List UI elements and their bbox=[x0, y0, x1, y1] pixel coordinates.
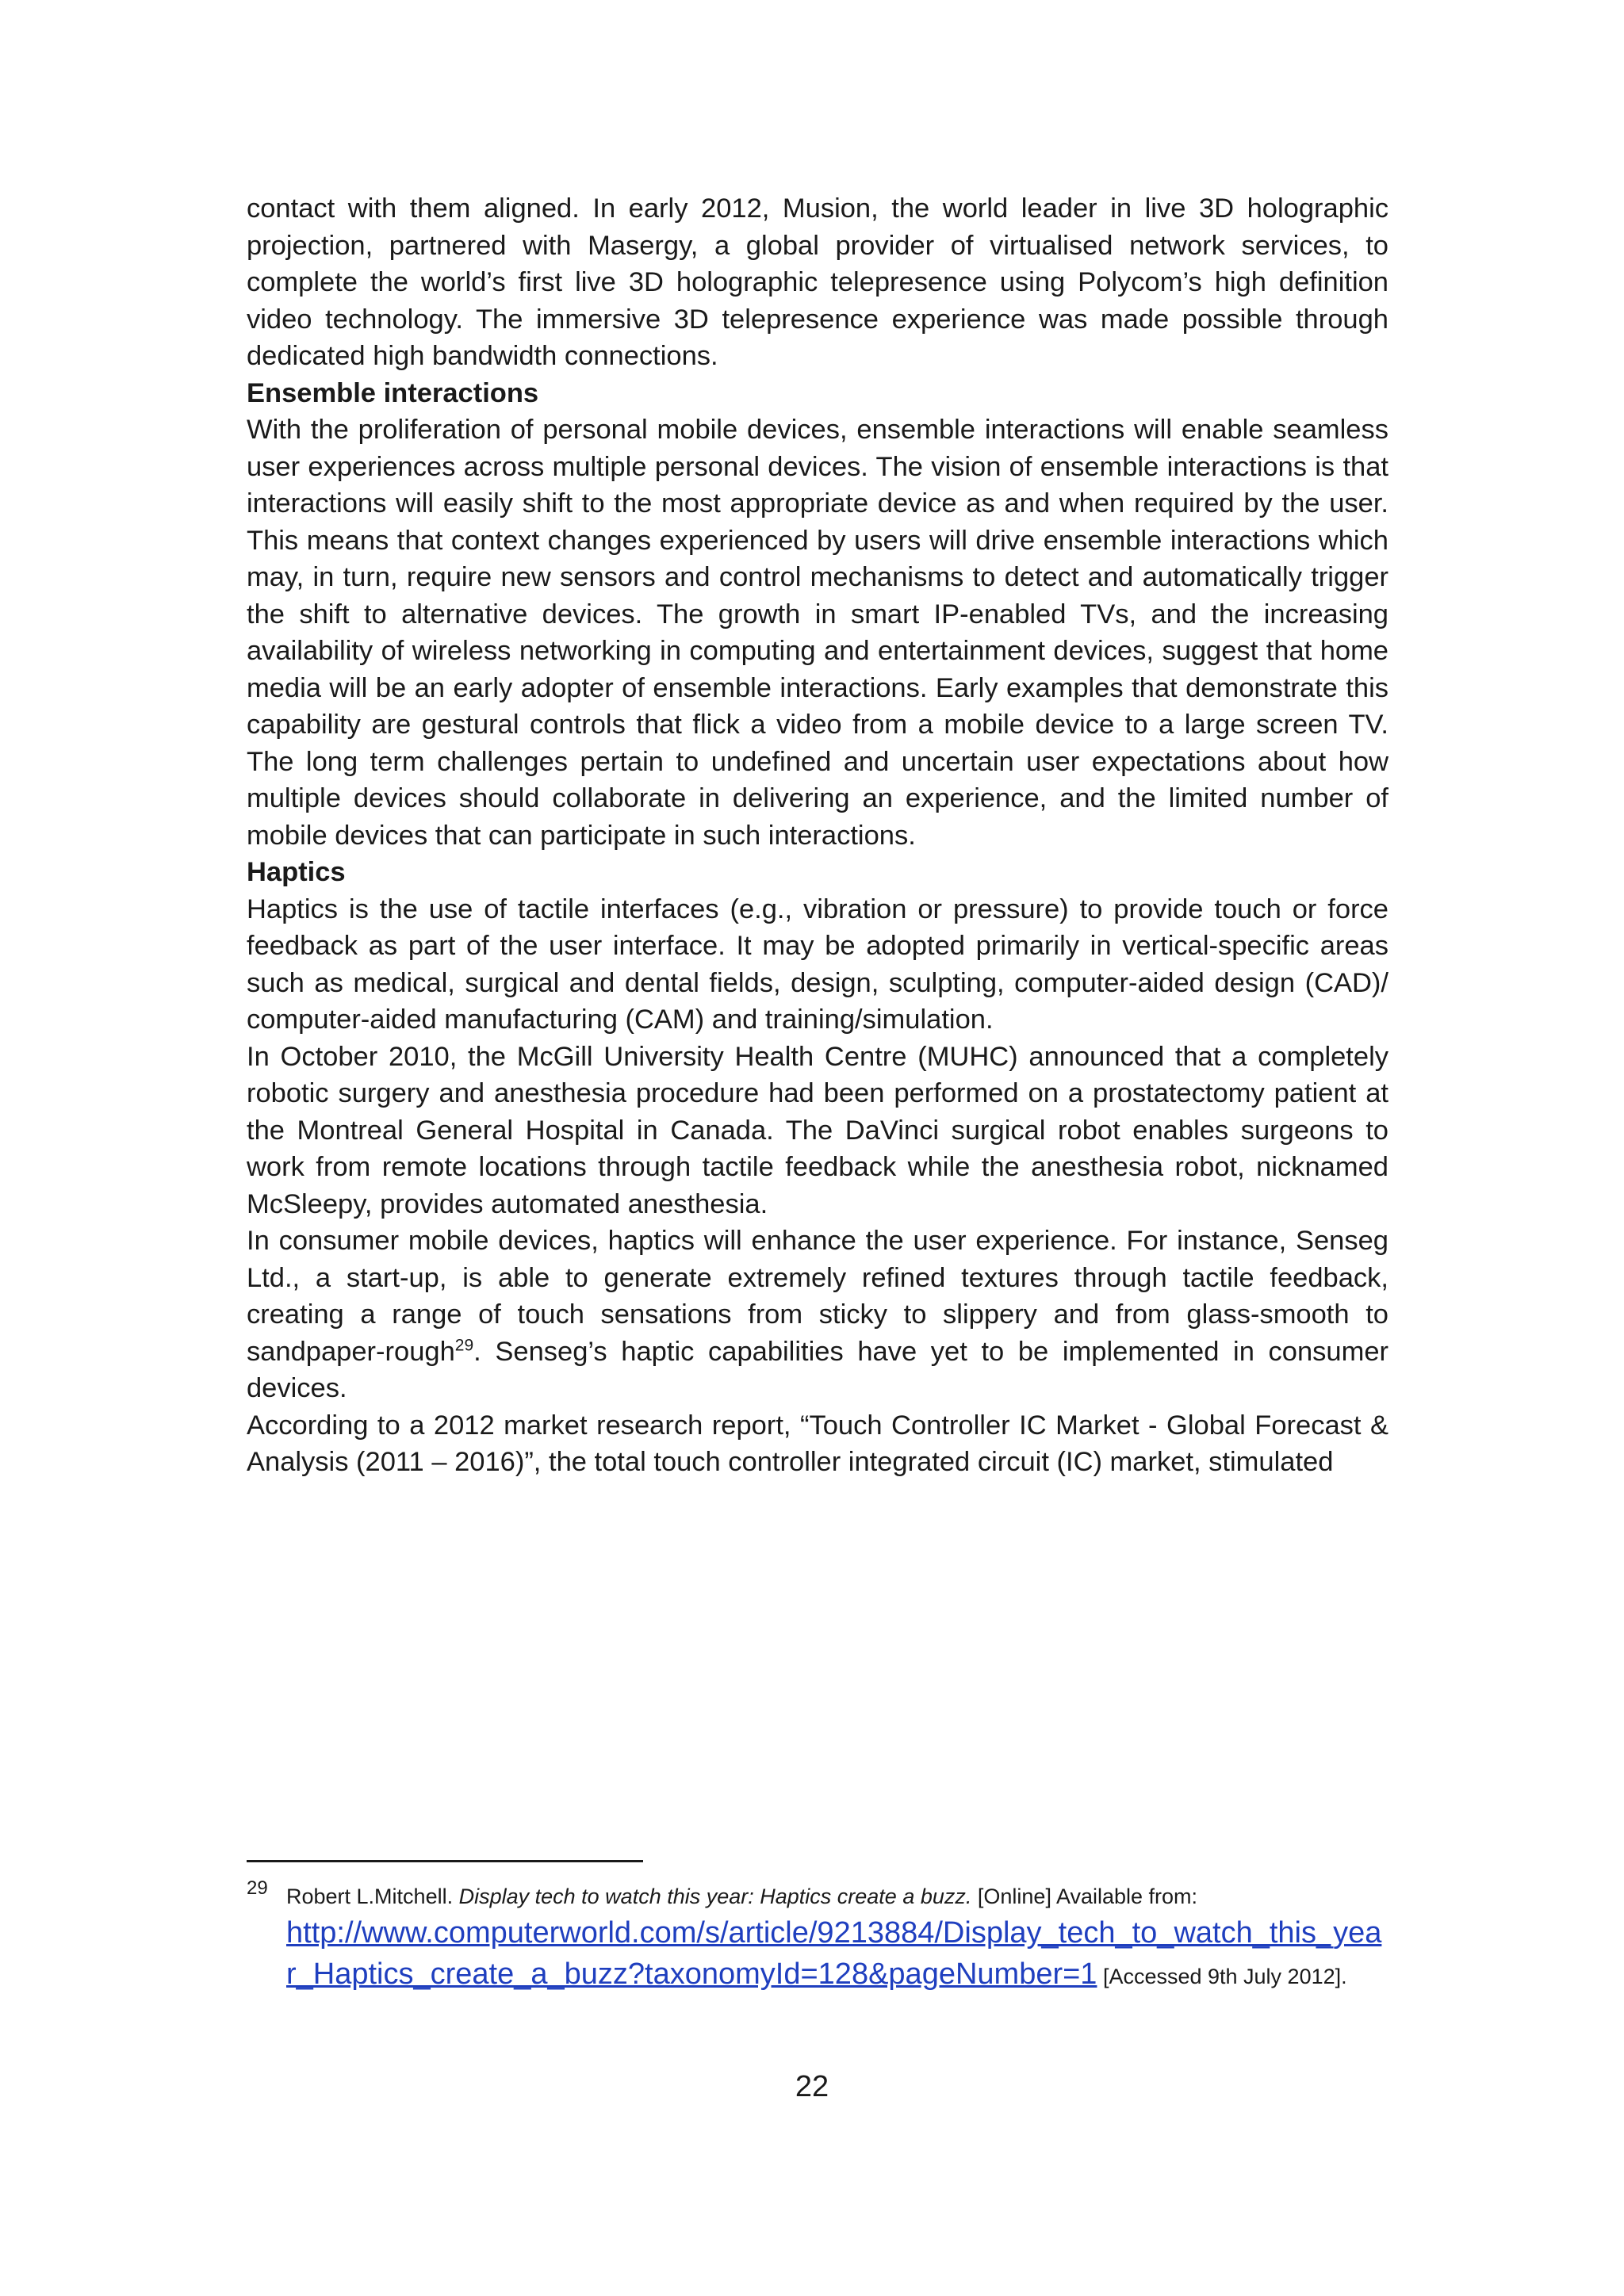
footnote-title: Display tech to watch this year: Haptics create a buzz. bbox=[458, 1885, 972, 1908]
footnote-link-line bbox=[286, 1912, 1388, 1995]
footnote-link[interactable]: http://www.computerworld.com/s/article/9213884/Display_tech_to_watch_this_year_Haptics_create_a_buzz?taxonomyId=128&pageNumber=1 bbox=[286, 1916, 1382, 1991]
page-number: 22 bbox=[795, 2070, 829, 2103]
haptics-paragraph-2: In October 2010, the McGill University Health Centre (MUHC) announced that a completely robotic surgery and anesthesia procedure had been performed on a prostatectomy patient at the Montreal General Hospital in Canada. The DaVinci surgical robot enables surgeons to work from remote locations through tactile feedback while the anesthesia robot, nicknamed McSleepy, provides automated anesthesia. bbox=[247, 1041, 1388, 1219]
footnote-body bbox=[286, 1881, 1388, 1995]
footnote-reference[interactable]: 29 bbox=[454, 1336, 474, 1354]
ensemble-paragraph: With the proliferation of personal mobile devices, ensemble interactions will enable seamless user experiences across multiple personal devices. The vision of ensemble interactions is that interactions will easily shift to the most appropriate device as and when required by the user. This means that context changes experienced by users will drive ensemble interactions which may, in turn, require new sensors and control mechanisms to detect and automatically trigger the shift to alternative devices. The growth in smart IP-enabled TVs, and the increasing availability of wireless networking in computing and entertainment devices, suggest that home media will be an early adopter of ensemble interactions. Early examples that demonstrate this capability are gestural controls that flick a video from a mobile device to a large screen TV. The long term challenges pertain to undefined and uncertain user expectations about how multiple devices should collaborate in delivering an experience, and the limited number of mobile devices that can participate in such interactions. bbox=[247, 415, 1388, 851]
haptics-paragraph-3-text-b: . Senseg’s haptic capabilities have yet to be implemented in consumer devices. bbox=[247, 1336, 1388, 1403]
footnote-online: [Online] Available from: bbox=[971, 1885, 1198, 1908]
footnote-separator bbox=[247, 1860, 643, 1862]
section-heading-haptics: Haptics bbox=[247, 857, 346, 887]
page-body bbox=[247, 190, 1388, 1481]
haptics-paragraph-3 bbox=[247, 1223, 1388, 1407]
section-heading-ensemble: Ensemble interactions bbox=[247, 377, 539, 408]
haptics-paragraph-3-text-a: In consumer mobile devices, haptics will enhance the user experience. For instance, Senseg Ltd., a start-up, is able to generate extremely refined textures through tactile feedback, creating a range of touch sensations from sticky to slippery and from glass-smooth to sandpaper-rough bbox=[247, 1226, 1388, 1367]
footnote-number: 29 bbox=[247, 1877, 268, 1899]
intro-paragraph: contact with them aligned. In early 2012, Musion, the world leader in live 3D holographic projection, partnered with Masergy, a global provider of virtualised network services, to complete the world’s first live 3D holographic telepresence using Polycom’s high definition video technology. The immersive 3D telepresence experience was made possible through dedicated high bandwidth connections. bbox=[247, 193, 1388, 371]
haptics-paragraph-4: According to a 2012 market research report, “Touch Controller IC Market - Global Forecast & Analysis (2011 – 2016)”, the total touch controller integrated circuit (IC) market, stimulated bbox=[247, 1410, 1388, 1477]
footnote-author: Robert L.Mitchell. bbox=[286, 1885, 459, 1908]
footnote bbox=[247, 1877, 1388, 1995]
footnote-accessed: [Accessed 9th July 2012]. bbox=[1097, 1965, 1347, 1988]
haptics-paragraph-1: Haptics is the use of tactile interfaces (e.g., vibration or pressure) to provide touch or force feedback as part of the user interface. It may be adopted primarily in vertical-specific areas such as medical, surgical and dental fields, design, sculpting, computer-aided design (CAD)/ computer-aided manufacturing (CAM) and training/simulation. bbox=[247, 894, 1388, 1035]
